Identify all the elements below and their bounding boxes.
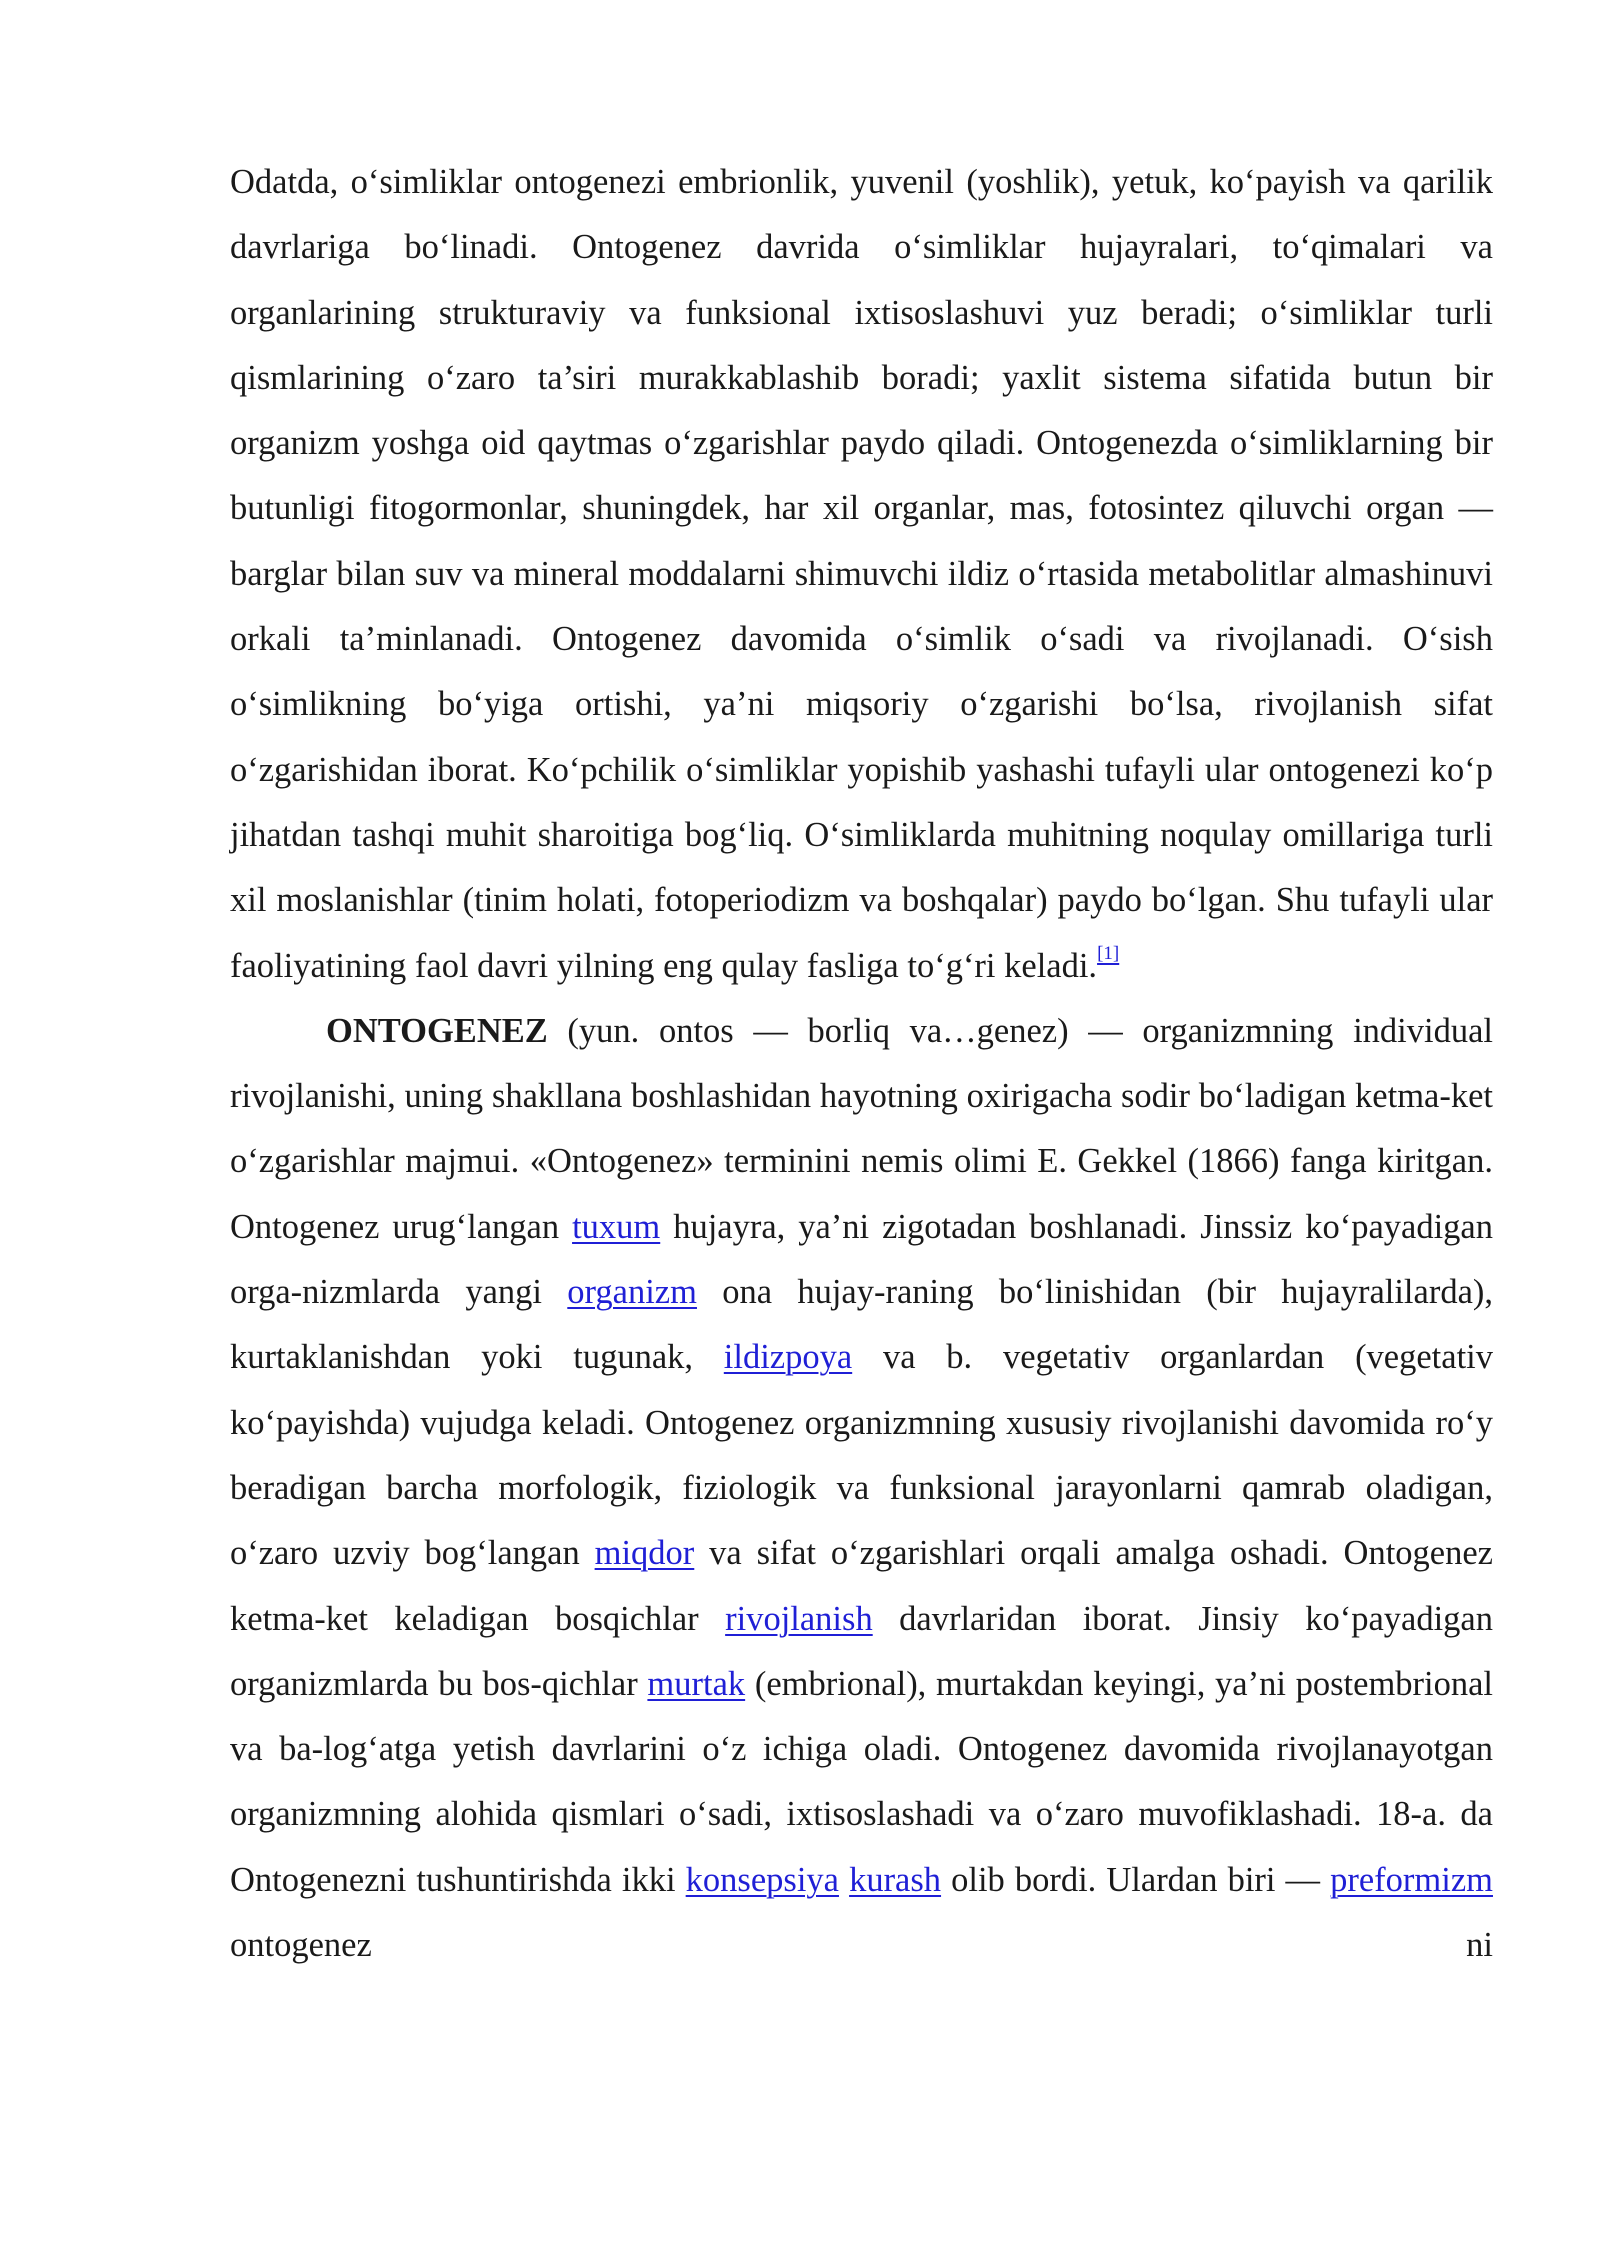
paragraph-ontogenez-definition	[230, 999, 1493, 1978]
paragraph-text: Odatda, o‘simliklar ontogenezi embrionlik, yuvenil (yoshlik), yetuk, ko‘payish va qarilik davrlariga bo‘linadi. Ontogenez davrida o‘simliklar hujayralari, to‘qimalari va organlarining strukturaviy va funksional ixtisoslashuvi yuz beradi; o‘simliklar turli qismlarining o‘zaro ta’siri murakkablashib boradi; yaxlit sistema sifatida butun bir organizm yoshga oid qaytmas o‘zgarishlar paydo qiladi. Ontogenezda o‘simliklarning bir butunligi fitogormonlar, shuningdek, har xil organlar, mas, fotosintez qiluvchi organ — barglar bilan suv va mineral moddalarni shimuvchi ildiz o‘rtasida metabolitlar almashinuvi orkali ta’minlanadi. Ontogenez davomida o‘simlik o‘sadi va rivojlanadi. O‘sish o‘simlikning bo‘yiga ortishi, ya’ni miqsoriy o‘zgarishi bo‘lsa, rivojlanish sifat o‘zgarishidan iborat. Ko‘pchilik o‘simliklar yopishib yashashi tufayli ular ontogenezi ko‘p jihatdan tashqi muhit sharoitiga bog‘liq. O‘simliklarda muhitning noqulay omillariga turli xil moslanishlar (tinim holati, fotoperiodizm va boshqalar) paydo bo‘lgan. Shu tufayli ular faoliyatining faol davri yilning eng qulay fasliga to‘g‘ri keladi.	[230, 163, 1493, 985]
text-segment: hujayra, ya’ni zigotadan boshlanadi. Jinssiz ko‘payadigan orga-nizmlarda yangi	[230, 1207, 1493, 1312]
text-segment: (embrional), murtakdan keyingi, ya’ni postembrional va ba-log‘atga yetish davrlarini o‘z ichiga oladi. Ontogenez davomida rivojlanayotgan organizmning alohida qismlari o‘sadi, ixtisoslashadi va o‘zaro muvofiklashadi. 18-a. da Ontogenezni tushuntirishda ikki	[230, 1664, 1494, 1899]
term-heading: ONTOGENEZ	[326, 1011, 548, 1050]
link-organizm[interactable]: organizm	[567, 1273, 697, 1312]
text-segment: va sifat o‘zgarishlari orqali amalga oshadi. Ontogenez ketma-ket keladigan bosqichlar	[230, 1534, 1493, 1638]
text-segment: va b. vegetativ organlardan (vegetativ ko‘payishda) vujudga keladi. Ontogenez organizmning xususiy rivojlanishi davomida ro‘y beradigan barcha morfologik, fiziologik va funksional jarayonlarni qamrab oladigan, o‘zaro uzviy bog‘langan	[230, 1338, 1493, 1573]
link-preformizm[interactable]: preformizm	[1330, 1860, 1493, 1899]
link-ildizpoya[interactable]: ildizpoya	[723, 1338, 853, 1377]
text-segment: olib bordi. Ulardan biri —	[941, 1860, 1331, 1899]
text-segment: ona hujay-raning bo‘linishidan (bir hujayralilarda), kurtaklanishdan yoki tugunak,	[230, 1273, 1493, 1377]
link-miqdor[interactable]: miqdor	[594, 1534, 695, 1573]
text-segment: ontogenez ni	[230, 1926, 1493, 1965]
link-rivojlanish[interactable]: rivojlanish	[725, 1599, 873, 1638]
text-segment	[839, 1861, 849, 1899]
link-kurash[interactable]: kurash	[849, 1860, 942, 1899]
link-konsepsiya[interactable]: konsepsiya	[685, 1860, 839, 1899]
text-segment: (yun. ontos — borliq va…genez) — organizmning individual rivojlanishi, uning shakllana boshlashidan hayotning oxirigacha sodir bo‘ladigan ketma-ket o‘zgarishlar majmui. «Ontogenez» terminini nemis olimi E. Gekkel (1866) fanga kiritgan. Ontogenez urug‘langan	[230, 1011, 1493, 1246]
paragraph-plant-ontogenesis	[230, 150, 1493, 999]
footnote-link[interactable]: [1]	[1097, 942, 1120, 964]
link-tuxum[interactable]: tuxum	[572, 1207, 661, 1246]
link-murtak[interactable]: murtak	[647, 1664, 746, 1703]
text-segment: davrlaridan iborat. Jinsiy ko‘payadigan organizmlarda bu bos-qichlar	[230, 1599, 1493, 1703]
document-page	[230, 150, 1493, 1978]
